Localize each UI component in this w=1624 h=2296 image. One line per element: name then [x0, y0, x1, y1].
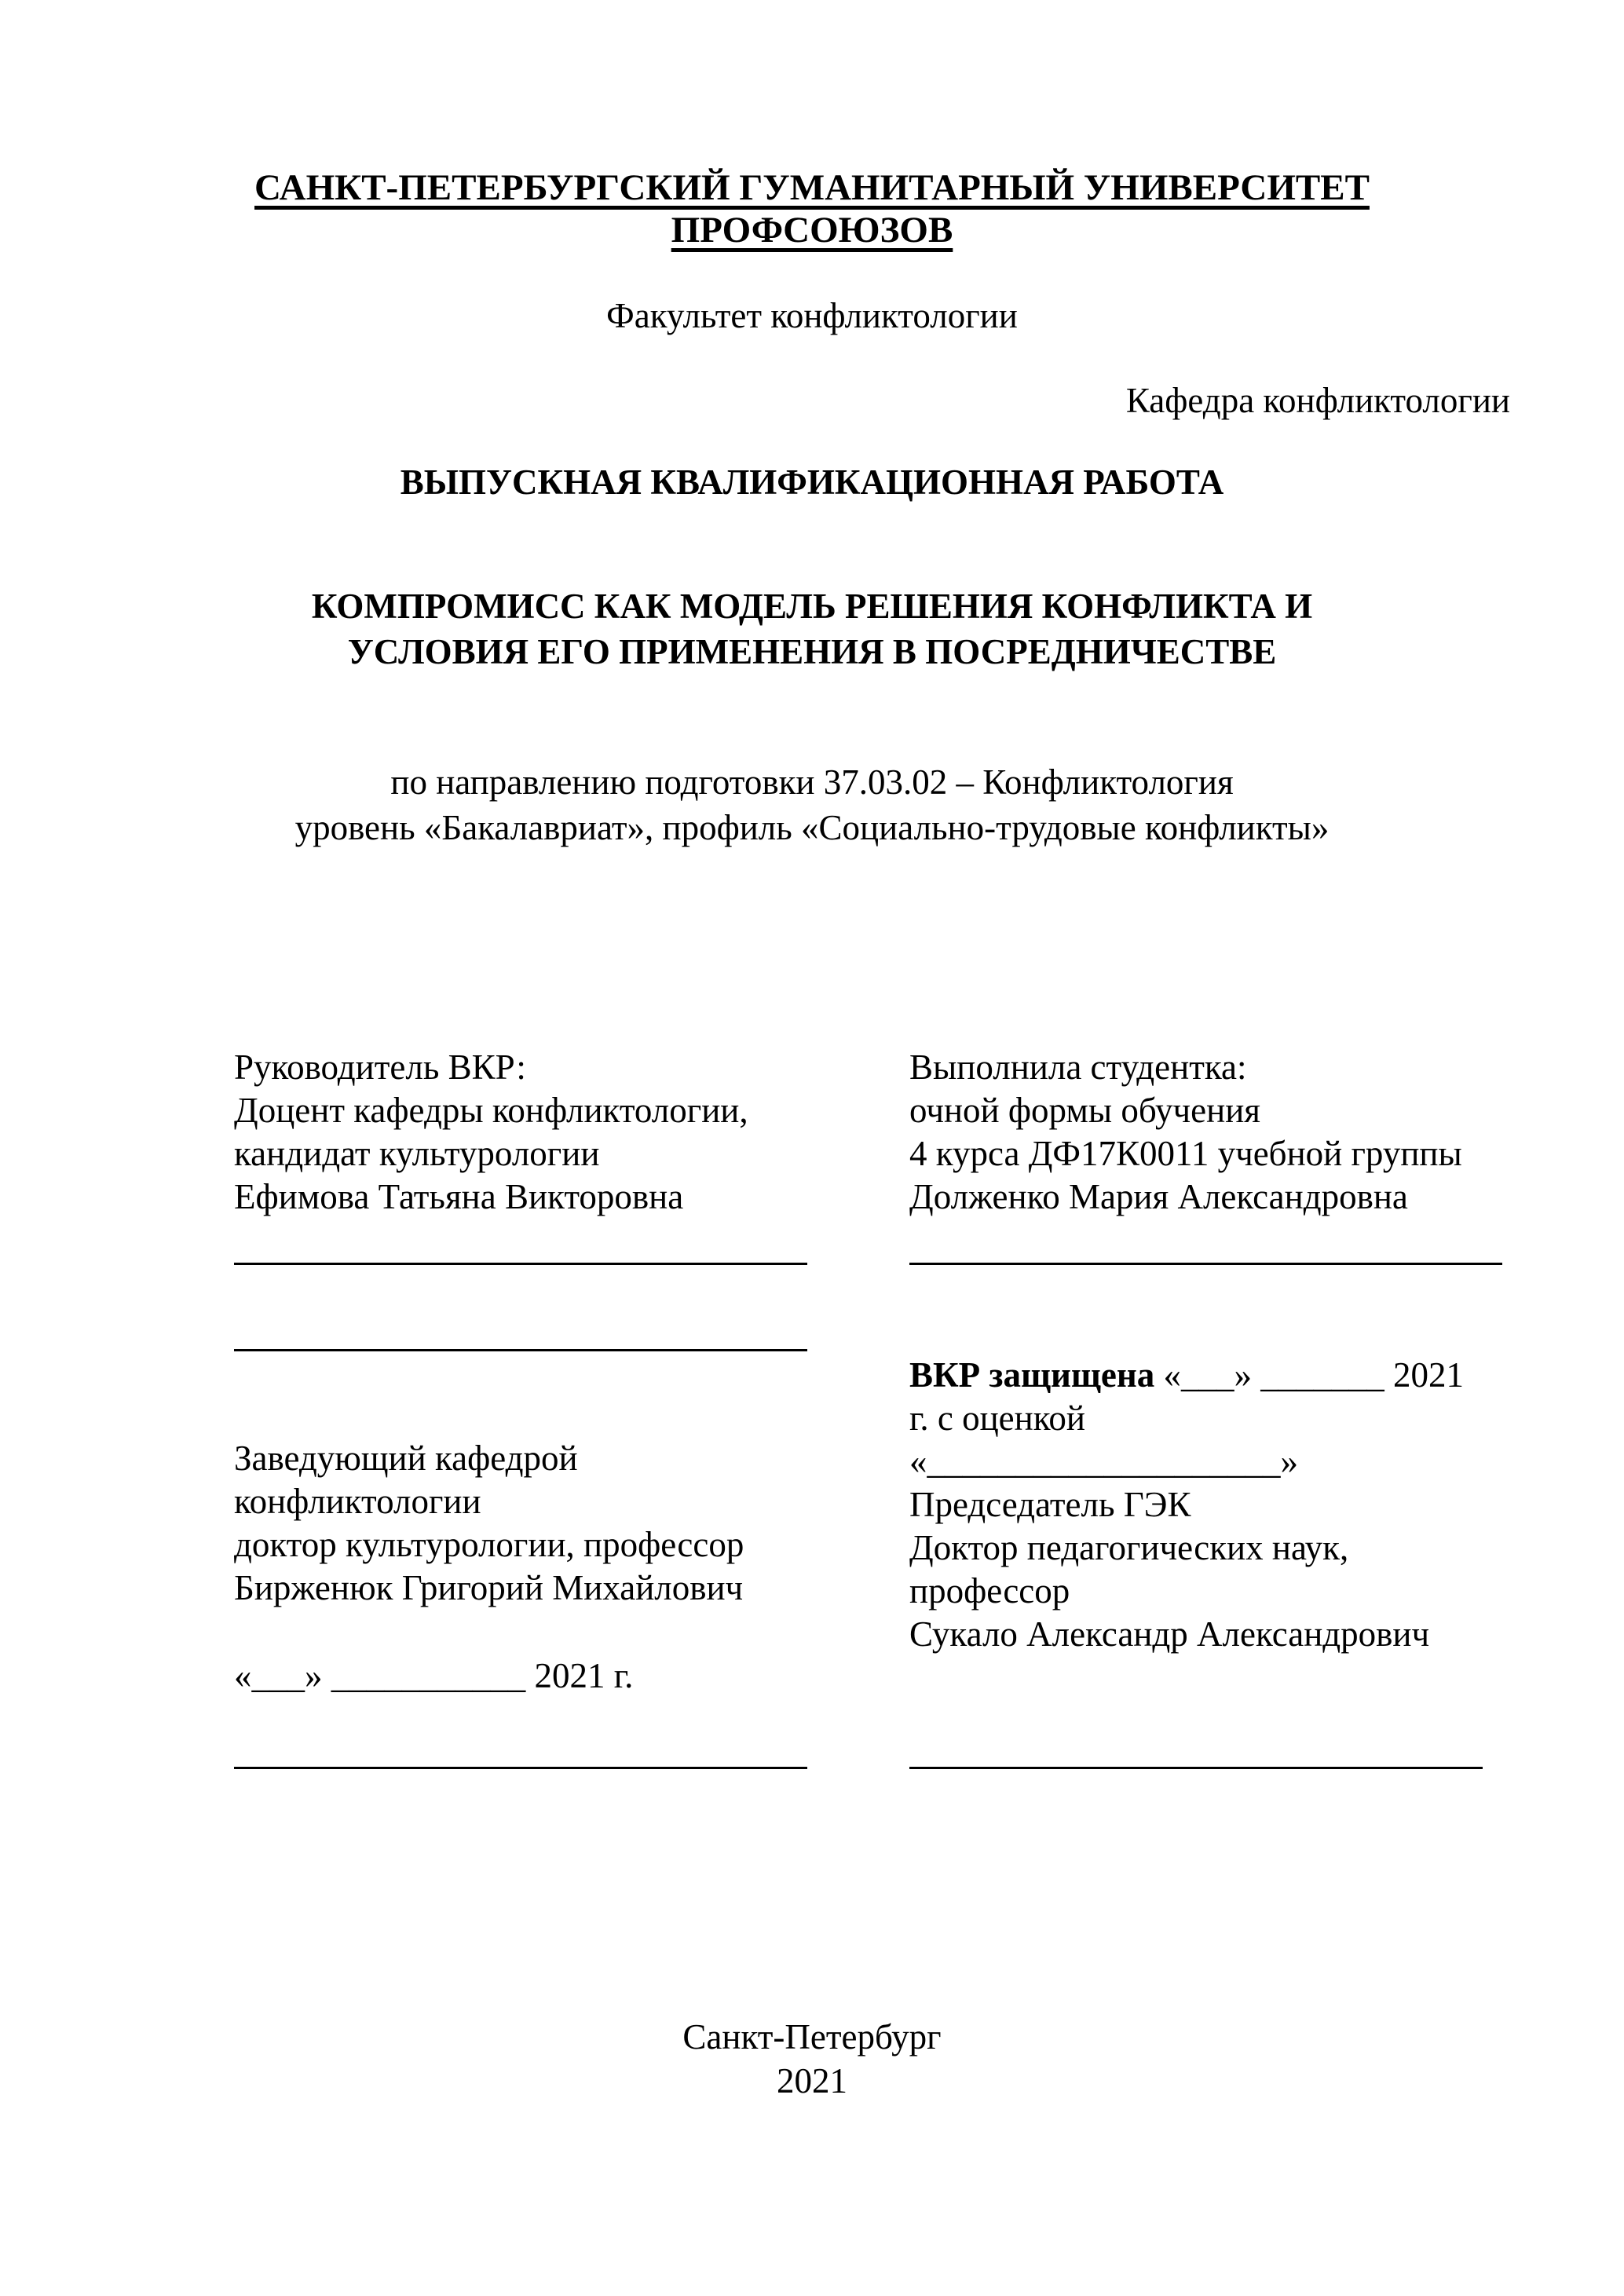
supervisor-name: Ефимова Татьяна Викторовна	[234, 1177, 684, 1216]
supervisor-date-line	[234, 1349, 807, 1351]
head-line1: Заведующий кафедрой	[234, 1439, 578, 1478]
defense-date: «___» _______ 2021	[1154, 1355, 1465, 1395]
head-of-department-block	[234, 1437, 744, 1610]
defense-line2: г. с оценкой	[909, 1398, 1085, 1438]
defense-grade: «____________________»	[909, 1442, 1298, 1481]
supervisor-block	[234, 1046, 748, 1219]
chair-name: Сукало Александр Александрович	[909, 1614, 1430, 1654]
supervisor-signature-line	[234, 1263, 807, 1265]
student-form: очной формы обучения	[909, 1091, 1260, 1130]
work-type-heading: ВЫПУСКНАЯ КВАЛИФИКАЦИОННАЯ РАБОТА	[400, 462, 1224, 502]
defense-block	[909, 1354, 1464, 1656]
supervisor-degree: кандидат культурологии	[234, 1134, 600, 1173]
head-signature-line	[234, 1767, 807, 1769]
student-label: Выполнила студентка:	[909, 1047, 1247, 1087]
student-name: Долженко Мария Александровна	[909, 1177, 1408, 1216]
university-name-line1: САНКТ-ПЕТЕРБУРГСКИЙ ГУМАНИТАРНЫЙ УНИВЕРСИТЕТ	[254, 167, 1370, 208]
head-name: Бирженюк Григорий Михайлович	[234, 1568, 744, 1607]
student-group: 4 курса ДФ17К0011 учебной группы	[909, 1134, 1462, 1173]
chair-label: Председатель ГЭК	[909, 1485, 1191, 1524]
supervisor-position: Доцент кафедры конфликтологии,	[234, 1091, 748, 1130]
direction-line1: по направлению подготовки 37.03.02 – Конфликтология	[390, 762, 1234, 802]
head-line3: доктор культурологии, профессор	[234, 1525, 744, 1564]
year: 2021	[777, 2061, 847, 2100]
faculty: Факультет конфликтологии	[606, 296, 1018, 335]
defense-line1	[909, 1354, 1464, 1397]
chair-title: профессор	[909, 1571, 1070, 1610]
thesis-title-line2: УСЛОВИЯ ЕГО ПРИМЕНЕНИЯ В ПОСРЕДНИЧЕСТВЕ	[347, 632, 1277, 671]
department: Кафедра конфликтологии	[1125, 381, 1510, 420]
head-date-line: «___» ___________ 2021 г.	[234, 1656, 634, 1695]
student-signature-line	[909, 1263, 1502, 1265]
defense-label: ВКР защищена	[909, 1355, 1155, 1395]
chair-degree: Доктор педагогических наук,	[909, 1528, 1349, 1567]
city: Санкт-Петербург	[682, 2017, 942, 2057]
supervisor-label: Руководитель ВКР:	[234, 1047, 526, 1087]
chair-signature-line	[909, 1767, 1483, 1769]
direction-line2: уровень «Бакалавриат», профиль «Социально-трудовые конфликты»	[294, 808, 1330, 847]
student-block	[909, 1046, 1462, 1219]
head-line2: конфликтологии	[234, 1482, 481, 1521]
thesis-title-line1: КОМПРОМИСС КАК МОДЕЛЬ РЕШЕНИЯ КОНФЛИКТА И	[311, 587, 1313, 626]
university-name-line2: ПРОФСОЮЗОВ	[671, 210, 953, 250]
